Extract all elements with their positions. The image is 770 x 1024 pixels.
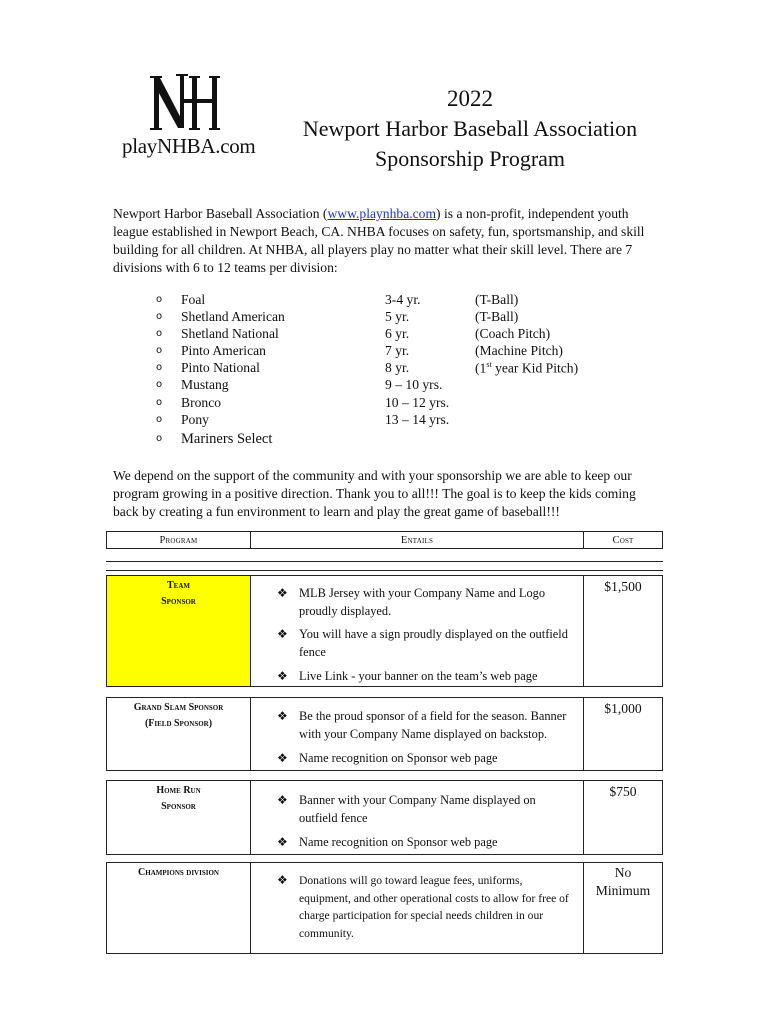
- division-name: Foal: [181, 292, 206, 307]
- column-divider: [250, 576, 251, 686]
- entail-text: Live Link - your banner on the team’s web page: [299, 669, 538, 683]
- bullet: o: [156, 311, 163, 323]
- note-sup: st: [486, 360, 492, 370]
- title-program: Sponsorship Program: [374, 146, 566, 171]
- header-cost: Cost: [612, 534, 634, 546]
- support-paragraph: We depend on the support of the community and with your sponsorship we are able to keep our program growing in a positive direction. Thank you to all!!! The goal is to keep the kids coming back by creating a fun environment to learn and play the great game of baseball!!!: [113, 468, 636, 519]
- entail-item: [277, 791, 547, 827]
- entail-text: Name recognition on Sponsor web page: [299, 835, 498, 849]
- diamond-bullet-icon: ❖: [277, 586, 288, 600]
- note-pre: (1: [475, 360, 487, 376]
- cost-line: No: [614, 865, 632, 880]
- division-age: 8 yr.: [385, 360, 410, 376]
- program-line: (Field Sponsor): [144, 718, 213, 729]
- program-line: Grand Slam Sponsor: [133, 702, 224, 713]
- program-name: [107, 865, 250, 881]
- entail-text: Banner with your Company Name displayed on outfield fence: [299, 793, 536, 825]
- division-name: Pinto National: [181, 360, 260, 376]
- entail-text: You will have a sign proudly displayed on the outfield fence: [299, 627, 568, 659]
- division-name: Mariners Select: [181, 430, 273, 447]
- division-note: (T-Ball): [475, 292, 519, 307]
- bullet: o: [156, 294, 163, 305]
- column-divider: [250, 698, 251, 770]
- program-name: [107, 578, 250, 610]
- bullet: o: [156, 379, 163, 391]
- division-note: (Coach Pitch): [475, 326, 551, 342]
- intro-after-link: ) is a non-profit, independent youth league established in Newport Beach, CA. NHBA focuses on safety, fun, sportsmanship, and skill building for all children. At NHBA, all players play no matter what their skill level. There are 7 divisions with 6 to 12 teams per division:: [113, 206, 645, 275]
- cost-line: Minimum: [595, 883, 651, 898]
- sponsor-row-home-run: [106, 780, 663, 855]
- division-name: Mustang: [181, 377, 229, 393]
- entail-item: [277, 707, 581, 743]
- entail-item: [277, 872, 577, 942]
- program-line: Champions division: [138, 867, 219, 878]
- column-divider: [250, 781, 251, 854]
- entail-item: [277, 667, 577, 685]
- diamond-bullet-icon: ❖: [277, 627, 288, 641]
- entail-item: [277, 749, 581, 767]
- entail-text: Donations will go toward league fees, uniforms, equipment, and other operational costs to allow for free of charge participation for special needs children in our community.: [299, 874, 569, 940]
- division-name: Pony: [181, 411, 209, 427]
- program-name: [107, 783, 250, 815]
- division-age: 6 yr.: [385, 326, 410, 342]
- bullet: o: [156, 345, 163, 357]
- division-name: Shetland American: [181, 309, 285, 325]
- division-note: (Machine Pitch): [475, 343, 563, 359]
- diamond-bullet-icon: ❖: [277, 709, 288, 723]
- entail-item: [277, 833, 581, 851]
- title-block: [260, 84, 680, 174]
- division-name: Shetland National: [181, 326, 279, 342]
- program-line: Sponsor: [161, 801, 196, 812]
- sponsor-row-team: [106, 575, 663, 687]
- diamond-bullet-icon: ❖: [277, 793, 288, 807]
- bullet: o: [156, 432, 163, 444]
- division-age: 7 yr.: [385, 343, 410, 359]
- division-age: 3-4 yr.: [385, 292, 421, 307]
- title-org: Newport Harbor Baseball Association: [302, 116, 638, 141]
- table-header: [106, 531, 663, 549]
- bullet: o: [156, 396, 163, 408]
- entail-text: Name recognition on Sponsor web page: [299, 751, 498, 765]
- division-age: 9 – 10 yrs.: [385, 377, 443, 393]
- bullet: o: [156, 362, 163, 374]
- division-age: 13 – 14 yrs.: [385, 411, 450, 427]
- bullet: o: [156, 328, 163, 340]
- entail-item: [277, 584, 577, 620]
- division-note: [475, 360, 578, 377]
- divider: [106, 561, 663, 562]
- sponsor-row-champions: [106, 862, 663, 954]
- diamond-bullet-icon: ❖: [277, 751, 288, 765]
- header-entails: Entails: [400, 534, 434, 546]
- program-line: Team: [166, 580, 190, 591]
- division-name: Pinto American: [181, 343, 266, 359]
- note-post: year Kid Pitch): [491, 360, 579, 376]
- division-age: 10 – 12 yrs.: [385, 394, 450, 410]
- division-note: (T-Ball): [475, 309, 519, 325]
- sponsor-row-grand-slam: [106, 697, 663, 771]
- diamond-bullet-icon: ❖: [277, 669, 288, 683]
- cost-value: $1,500: [604, 579, 642, 594]
- website-link[interactable]: www.playnhba.com: [327, 206, 437, 221]
- intro-before-link: Newport Harbor Baseball Association (: [113, 206, 328, 221]
- cost-value: $1,000: [604, 701, 642, 716]
- divider: [106, 570, 663, 571]
- intro-paragraph: [113, 205, 653, 277]
- program-line: Sponsor: [161, 596, 196, 607]
- logo-site-name: playNHBA.com: [122, 134, 256, 158]
- division-name: Bronco: [181, 394, 222, 410]
- diamond-bullet-icon: ❖: [277, 873, 288, 887]
- cost-value: [584, 864, 662, 900]
- cost-value: $750: [609, 784, 637, 799]
- program-line: Home Run: [156, 785, 201, 796]
- program-name: [107, 700, 250, 732]
- nhba-logo-icon: [150, 72, 222, 134]
- header-program: Program: [159, 534, 198, 546]
- entail-item: [277, 625, 577, 661]
- entail-text: MLB Jersey with your Company Name and Logo proudly displayed.: [299, 586, 546, 618]
- division-age: 5 yr.: [385, 309, 410, 325]
- title-year: 2022: [447, 86, 493, 111]
- bullet: o: [156, 413, 163, 425]
- entail-text: Be the proud sponsor of a field for the season. Banner with your Company Name displayed on backstop.: [299, 709, 567, 741]
- column-divider: [250, 863, 251, 953]
- diamond-bullet-icon: ❖: [277, 835, 288, 849]
